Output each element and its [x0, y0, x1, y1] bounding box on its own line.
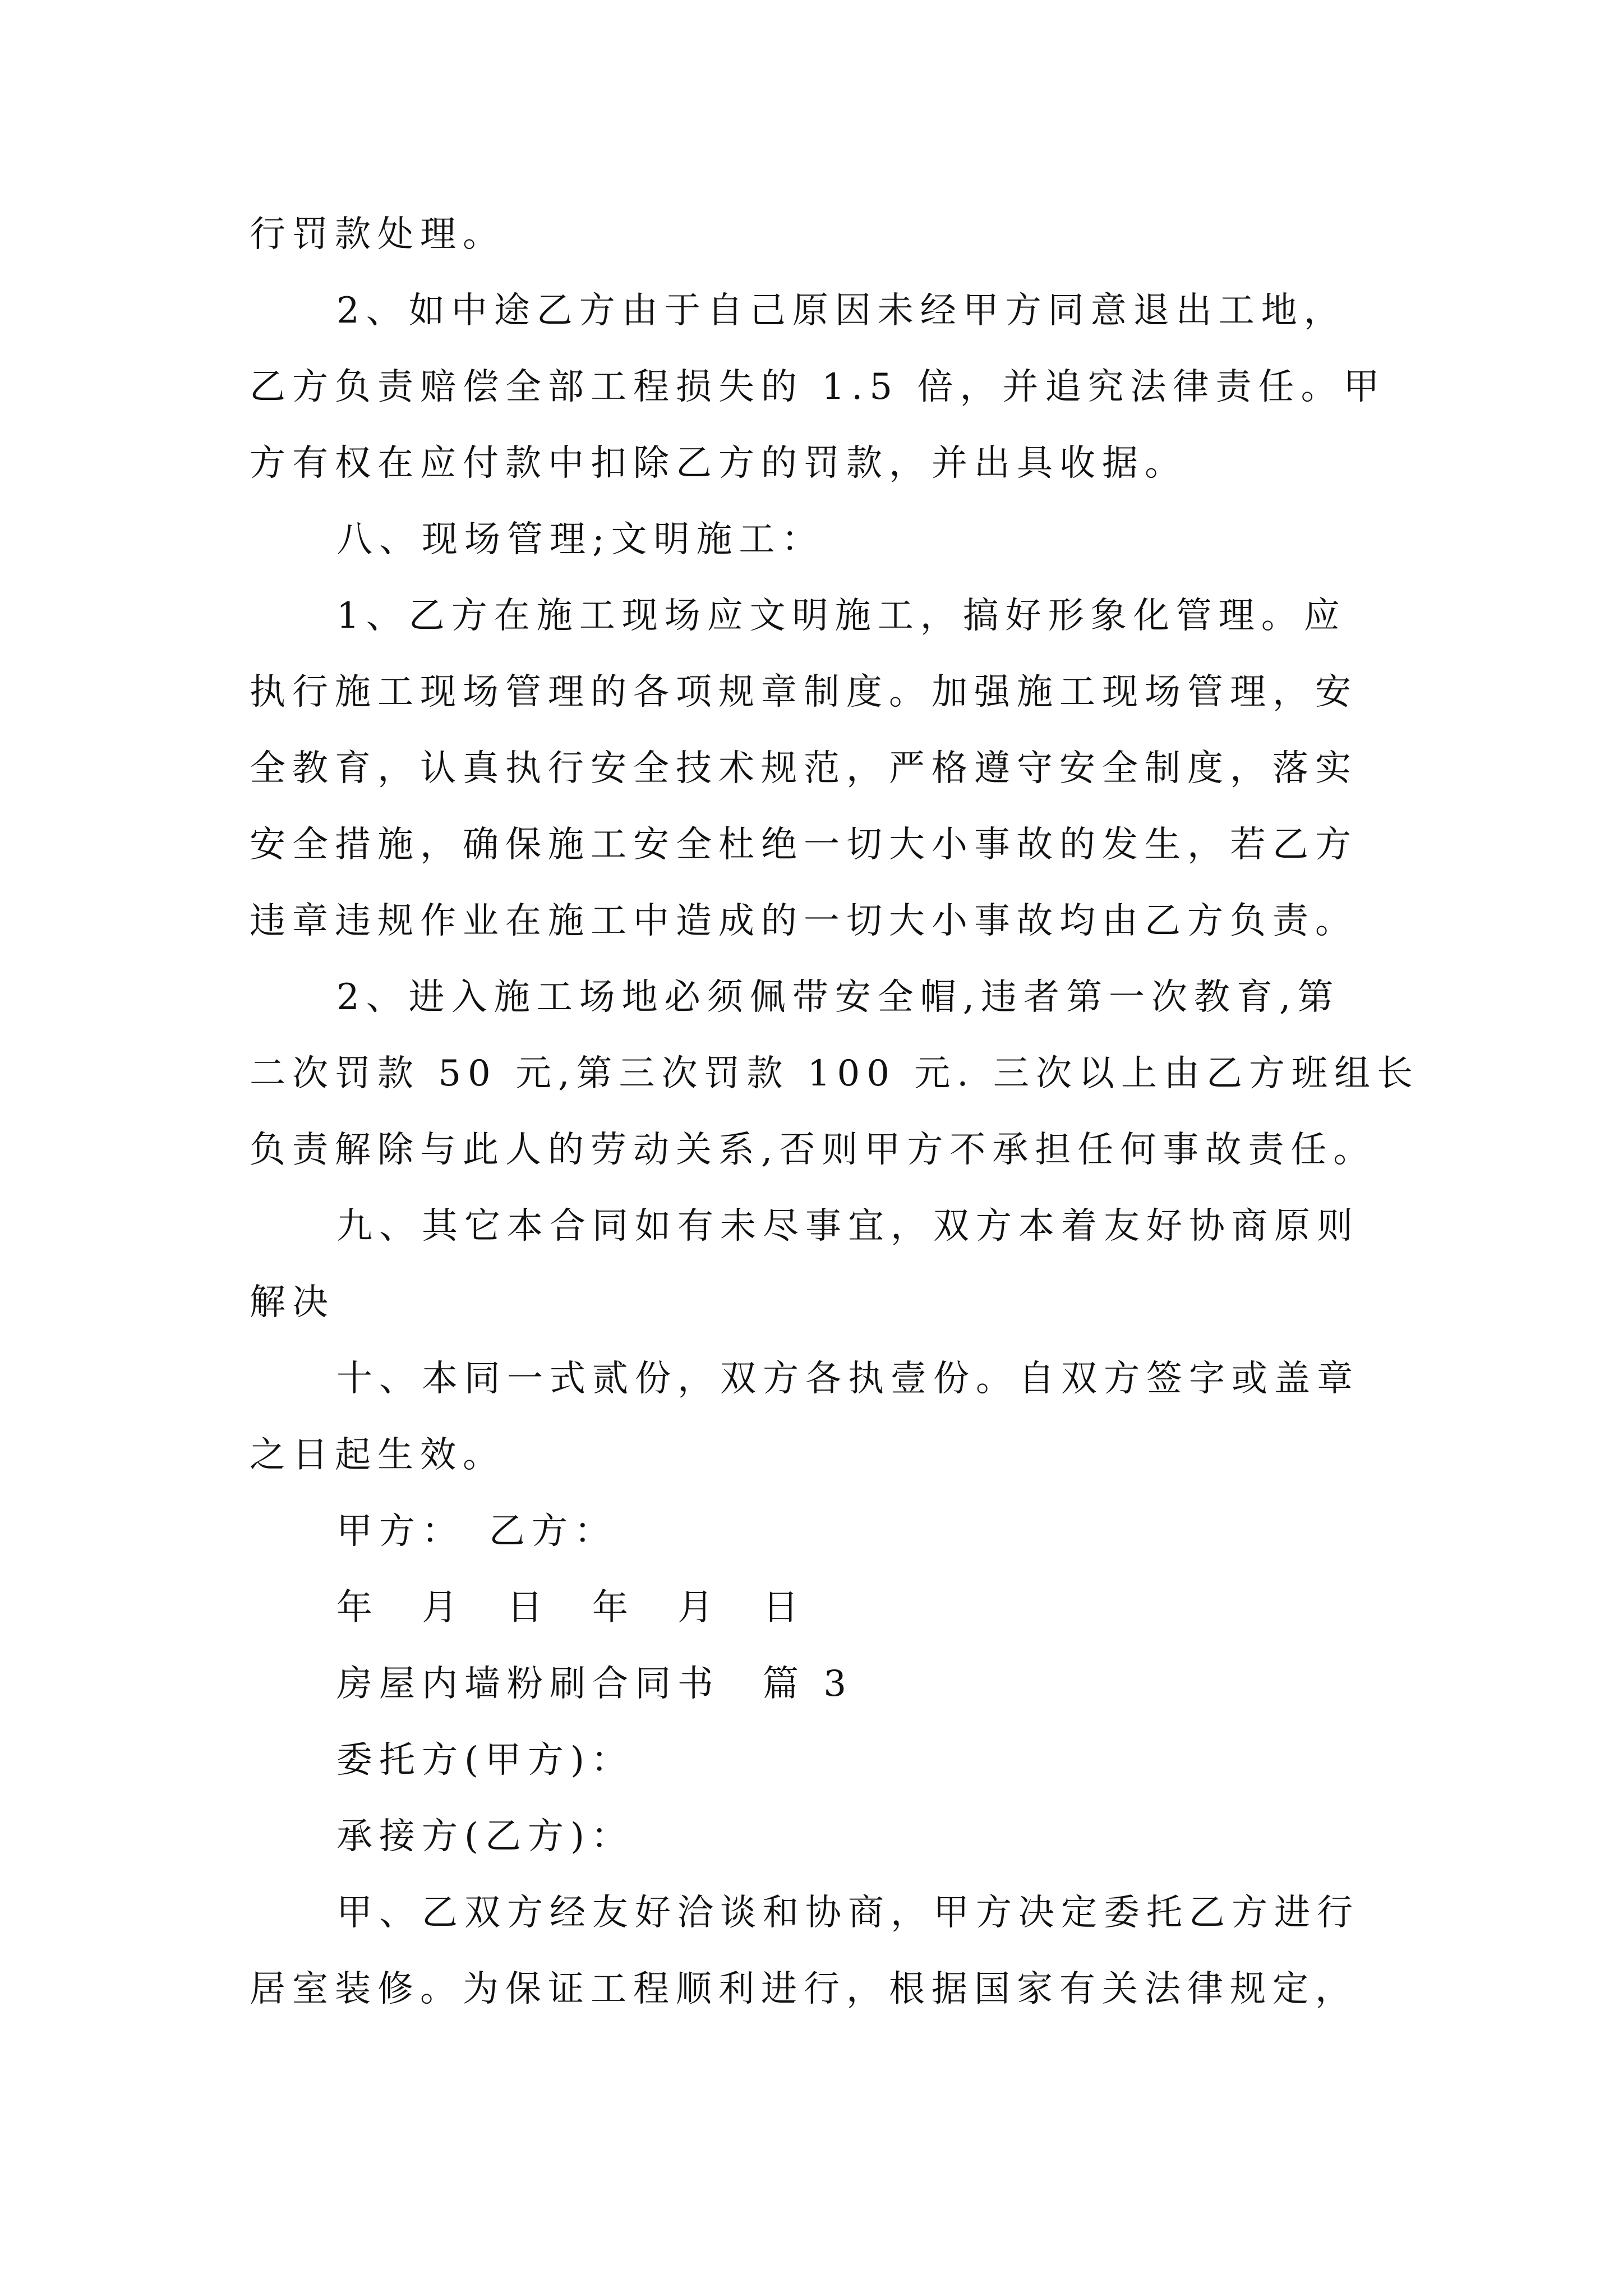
text-line: 负责解除与此人的劳动关系,否则甲方不承担任何事故责任。 [250, 1129, 1376, 1171]
text-line: 行罚款处理。 [250, 214, 505, 255]
text-line: 年 月 日 年 月 日 [336, 1587, 805, 1628]
text-line: 二次罚款 50 元,第三次罚款 100 元. 三次以上由乙方班组长 [250, 1053, 1419, 1094]
text-line: 2、进入施工场地必须佩带安全帽,违者第一次教育,第 [336, 977, 1340, 1018]
text-line: 安全措施，确保施工安全杜绝一切大小事故的发生，若乙方 [250, 824, 1358, 866]
text-line: 九、其它本合同如有未尽事宜，双方本着友好协商原则 [336, 1205, 1359, 1247]
text-line: 十、本同一式贰份，双方各执壹份。自双方签字或盖章 [336, 1358, 1359, 1400]
text-line: 违章违规作业在施工中造成的一切大小事故均由乙方负责。 [250, 900, 1358, 942]
text-line: 居室装修。为保证工程顺利进行，根据国家有关法律规定， [250, 1968, 1358, 2010]
text-line: 2、如中途乙方由于自己原因未经甲方同意退出工地， [336, 290, 1347, 332]
text-line: 乙方负责赔偿全部工程损失的 1.5 倍，并追究法律责任。甲 [250, 366, 1386, 408]
text-line: 解决 [250, 1282, 335, 1323]
text-line: 方有权在应付款中扣除乙方的罚款，并出具收据。 [250, 443, 1187, 484]
text-line: 之日起生效。 [250, 1434, 505, 1476]
text-line: 承接方(乙方)： [336, 1816, 634, 1857]
text-line: 八、现场管理;文明施工： [336, 519, 824, 560]
text-line: 委托方(甲方)： [336, 1740, 634, 1781]
text-line: 全教育，认真执行安全技术规范，严格遵守安全制度，落实 [250, 748, 1358, 789]
text-line: 1、乙方在施工现场应文明施工，搞好形象化管理。应 [336, 595, 1347, 637]
section-heading: 房屋内墙粉刷合同书 篇 3 [336, 1663, 854, 1705]
text-line: 执行施工现场管理的各项规章制度。加强施工现场管理，安 [250, 671, 1358, 713]
text-line: 甲方： 乙方： [336, 1511, 617, 1552]
text-line: 甲、乙双方经友好洽谈和协商，甲方决定委托乙方进行 [336, 1892, 1359, 1934]
